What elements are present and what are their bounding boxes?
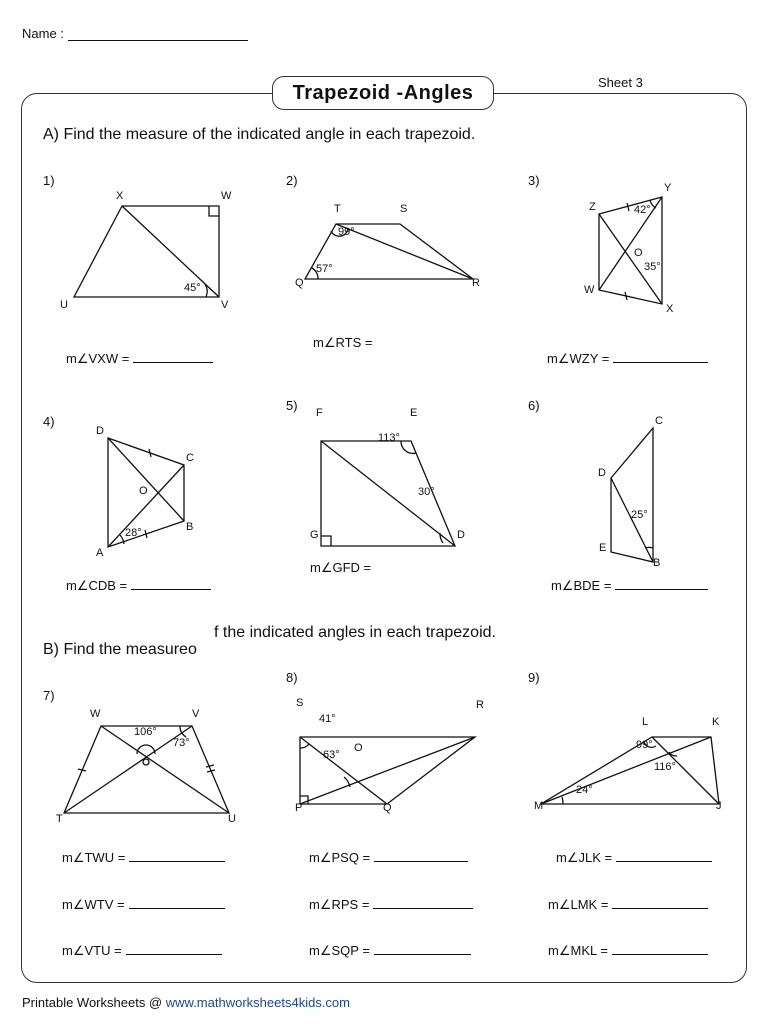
problem-number: 4)	[43, 414, 55, 429]
vertex-label: V	[192, 708, 200, 720]
vertex-label: T	[56, 813, 63, 825]
center-label: O	[634, 247, 643, 259]
problem-number: 5)	[286, 398, 298, 413]
answer-prompt: m∠BDE =	[551, 578, 612, 593]
figure-5-trapezoid	[310, 407, 465, 546]
angle-label: 28°	[125, 527, 142, 539]
vertex-label: S	[296, 697, 304, 709]
answer-prompt: m∠SQP =	[309, 943, 370, 958]
angle-label: 63°	[323, 749, 340, 761]
vertex-label: Y	[664, 182, 672, 194]
figure-2-trapezoid	[295, 203, 480, 289]
answer-prompt: m∠PSQ =	[309, 850, 371, 865]
vertex-label: D	[457, 529, 465, 541]
vertex-label: Z	[589, 201, 596, 213]
answer-prompt: m∠RTS =	[313, 335, 373, 350]
problem-number: 3)	[528, 173, 540, 188]
angle-label: 73°	[173, 737, 190, 749]
section-b-heading-continued: f the indicated angles in each trapezoid.	[214, 624, 496, 641]
section-a-heading: A) Find the measure of the indicated angle in each trapezoid.	[43, 126, 476, 143]
footer	[22, 995, 350, 1010]
problem-number: 2)	[286, 173, 298, 188]
angle-label: 99°	[338, 226, 355, 238]
section-b-heading: B) Find the measureo	[43, 641, 197, 658]
vertex-label: Q	[295, 277, 304, 289]
angle-label: 45°	[184, 282, 201, 294]
vertex-label: C	[655, 415, 663, 427]
answer-prompt: m∠MKL =	[548, 943, 608, 958]
problem-number: 1)	[43, 173, 55, 188]
figure-7-trapezoid	[56, 708, 236, 825]
vertex-label: C	[186, 452, 194, 464]
vertex-label: A	[96, 547, 104, 559]
footer-prefix: Printable Worksheets @	[22, 995, 166, 1010]
angle-label: 42°	[634, 204, 651, 216]
problem-number: 6)	[528, 398, 540, 413]
vertex-label: W	[90, 708, 101, 720]
vertex-label: X	[116, 190, 124, 202]
vertex-label: D	[598, 467, 606, 479]
problem-number: 7)	[43, 688, 55, 703]
answer-prompt: m∠VXW =	[66, 351, 130, 366]
answer-prompt: m∠RPS =	[309, 897, 370, 912]
vertex-label: U	[60, 299, 68, 311]
vertex-label: R	[476, 699, 484, 711]
vertex-label: P	[295, 802, 303, 814]
angle-label: 41°	[319, 713, 336, 725]
angle-label: 116°	[654, 761, 676, 773]
center-label: O	[354, 742, 363, 754]
vertex-label: B	[653, 557, 661, 569]
footer-link[interactable]: www.mathworksheets4kids.com	[165, 995, 350, 1010]
angle-label: 57°	[316, 263, 333, 275]
vertex-label: X	[666, 303, 674, 315]
sheet-label: Sheet 3	[598, 75, 643, 90]
answer-prompt: m∠VTU =	[62, 943, 122, 958]
answer-prompt: m∠TWU =	[62, 850, 126, 865]
vertex-label: J	[716, 800, 722, 812]
figure-8-trapezoid	[295, 697, 484, 814]
vertex-label: R	[472, 277, 480, 289]
vertex-label: T	[334, 203, 341, 215]
vertex-label: B	[186, 521, 194, 533]
angle-label: 25°	[631, 509, 648, 521]
angle-label: 113°	[378, 432, 400, 444]
vertex-label: E	[599, 542, 607, 554]
answer-prompt: m∠GFD =	[310, 560, 372, 575]
figure-3-trapezoid	[584, 182, 674, 315]
angle-label: 106°	[134, 726, 157, 738]
answer-prompt: m∠CDB =	[66, 578, 128, 593]
vertex-label: F	[316, 407, 323, 419]
vertex-label: M	[534, 800, 544, 812]
angle-label: 35°	[644, 261, 661, 273]
vertex-label: L	[642, 716, 649, 728]
vertex-label: Q	[383, 802, 392, 814]
name-label: Name :	[22, 26, 64, 41]
angle-label: 24°	[576, 784, 593, 796]
vertex-label: D	[96, 425, 104, 437]
vertex-label: G	[310, 529, 319, 541]
problem-number: 9)	[528, 670, 540, 685]
vertex-label: W	[584, 284, 595, 296]
answer-prompt: m∠LMK =	[548, 897, 609, 912]
figure-1-trapezoid	[60, 190, 232, 311]
answer-prompt: m∠JLK =	[556, 850, 613, 865]
vertex-label: S	[400, 203, 408, 215]
vertex-label: E	[410, 407, 418, 419]
vertex-label: W	[221, 190, 232, 202]
figure-6-trapezoid	[598, 415, 663, 569]
center-label: O	[139, 485, 148, 497]
answer-prompt: m∠WTV =	[62, 897, 125, 912]
vertex-label: V	[221, 299, 229, 311]
vertex-label: K	[712, 716, 720, 728]
figure-9-trapezoid	[534, 716, 722, 812]
answer-prompt: m∠WZY =	[547, 351, 610, 366]
problem-number: 8)	[286, 670, 298, 685]
angle-label: 99°	[636, 739, 653, 751]
worksheet-title: Trapezoid -Angles	[272, 76, 494, 110]
vertex-label: U	[228, 813, 236, 825]
figure-4-trapezoid	[96, 425, 194, 559]
angle-label: 30°	[418, 486, 435, 498]
